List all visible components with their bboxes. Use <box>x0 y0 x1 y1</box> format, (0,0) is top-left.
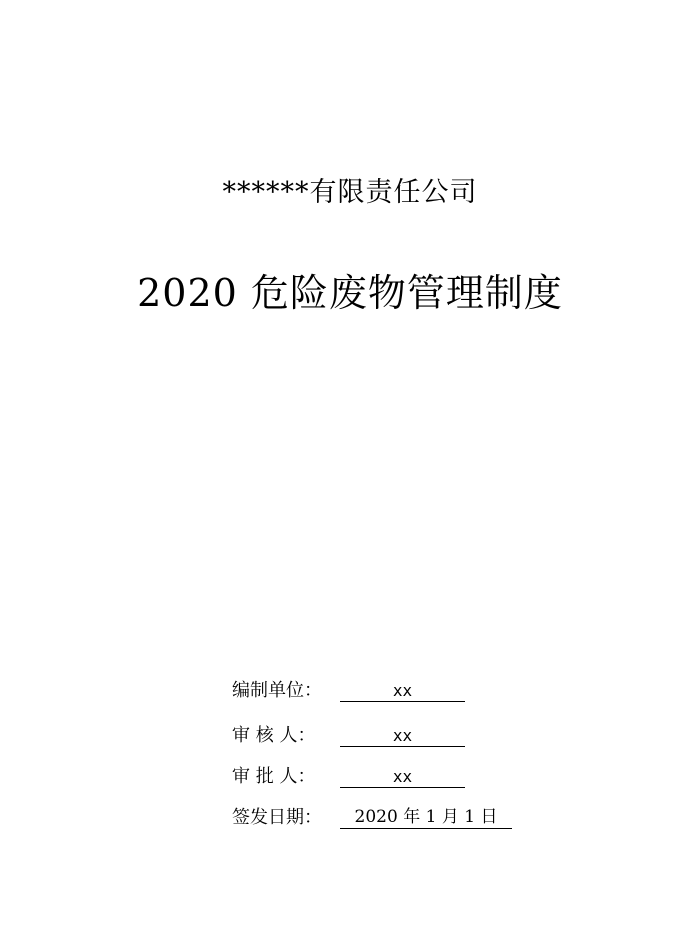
meta-value: xx <box>340 681 465 702</box>
meta-row-approver <box>232 762 465 792</box>
document-title: 2020 危险废物管理制度 <box>137 271 563 315</box>
meta-label: 编制单位： <box>232 680 322 701</box>
meta-label: 审 核 人： <box>232 725 316 746</box>
meta-value: 2020 年 1 月 1 日 <box>340 802 512 829</box>
meta-row-reviewer <box>232 721 465 751</box>
meta-label: 审 批 人： <box>232 766 316 787</box>
meta-value: xx <box>340 767 465 788</box>
meta-label: 签发日期： <box>232 807 322 828</box>
meta-value: xx <box>340 726 465 747</box>
meta-row-compiler <box>232 676 465 706</box>
meta-row-issue-date <box>232 802 512 832</box>
company-name: ******有限责任公司 <box>222 177 478 208</box>
